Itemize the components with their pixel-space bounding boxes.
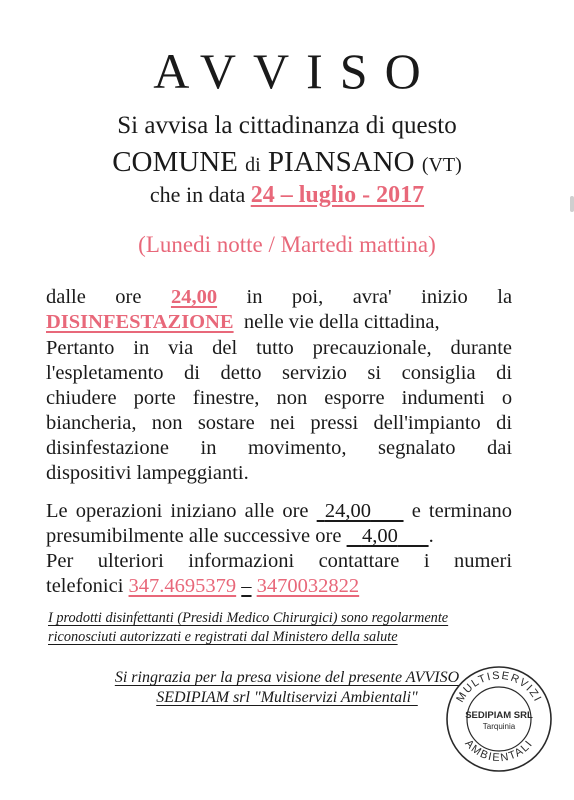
product-note: I prodotti disinfettanti (Presidi Medico Chirurgici) sono regolarmente riconosciuti autorizzati e registrati dal Ministero della salute — [48, 610, 449, 645]
word: avra' — [352, 286, 392, 308]
para1-line5: chiudere porte finestre, non esporre indumenti o — [46, 387, 513, 409]
start-time-field: 24,00 — [324, 500, 371, 522]
para2-line4: telefonici 347.4695379 – 3470032822 — [46, 575, 360, 597]
thanks-line: Si ringrazia per la presa visione del presente AVVISO — [114, 669, 460, 686]
phone-number-2: 3470032822 — [256, 575, 360, 597]
word: la — [497, 286, 513, 308]
phone-separator: – — [241, 575, 252, 597]
word: poi, — [291, 286, 324, 308]
di-word: di — [245, 154, 261, 176]
para1-line4: l'espletamento di detto servizio si consiglia di — [46, 362, 513, 384]
intro-line: Si avvisa la cittadinanza di questo — [117, 112, 457, 139]
town-name: PIANSANO — [267, 146, 415, 178]
word: nelle vie della cittadina, — [243, 311, 440, 333]
para1-line3: Pertanto in via del tutto precauzionale, durante — [46, 337, 513, 359]
para1-line6: biancheria, non sostare nei pressi dell'impianto di — [46, 412, 513, 434]
para2-line2: presumibilmente alle successive ore 4,00 . — [46, 525, 434, 547]
stamp-bottom-arc: AMBIENTALI — [462, 737, 536, 765]
text: e terminano — [411, 500, 513, 522]
event-date: 24 – luglio - 2017 — [250, 182, 425, 208]
province: (VT) — [421, 154, 462, 176]
para1-line8: dispositivi lampeggianti. — [46, 462, 249, 484]
para2-line3: Per ulteriori informazioni contattare i numeri — [46, 550, 513, 572]
end-time-field: 4,00 — [361, 525, 398, 547]
company-stamp — [444, 664, 554, 774]
date-prefix: che in data — [149, 182, 246, 207]
stamp-company: SEDIPIAM SRL — [465, 710, 533, 721]
para1-line1 — [46, 286, 512, 309]
word: in — [246, 286, 263, 308]
date-line — [0, 182, 574, 209]
para2-line1 — [46, 500, 512, 523]
para1-line2 — [46, 311, 440, 334]
comune-word: COMUNE — [112, 146, 238, 178]
company-line: SEDIPIAM srl "Multiservizi Ambientali" — [156, 689, 418, 706]
word: inizio — [421, 286, 468, 308]
stamp-city: Tarquinia — [482, 722, 516, 731]
para1-line7: disinfestazione in movimento, segnalato dai — [46, 437, 513, 459]
text: Le operazioni iniziano alle ore — [46, 500, 309, 522]
disinfestazione-label: DISINFESTAZIONE — [46, 311, 234, 333]
notice-title: AVVISO — [153, 43, 438, 99]
night-note: (Lunedi notte / Martedi mattina) — [138, 232, 436, 257]
stamp-top-arc: MULTISERVIZI — [454, 669, 544, 705]
comune-line — [0, 146, 574, 179]
word: ore — [115, 286, 142, 308]
start-time-highlight: 24,00 — [170, 286, 218, 308]
phone-number-1: 347.4695379 — [128, 575, 237, 597]
word: dalle — [46, 286, 86, 308]
